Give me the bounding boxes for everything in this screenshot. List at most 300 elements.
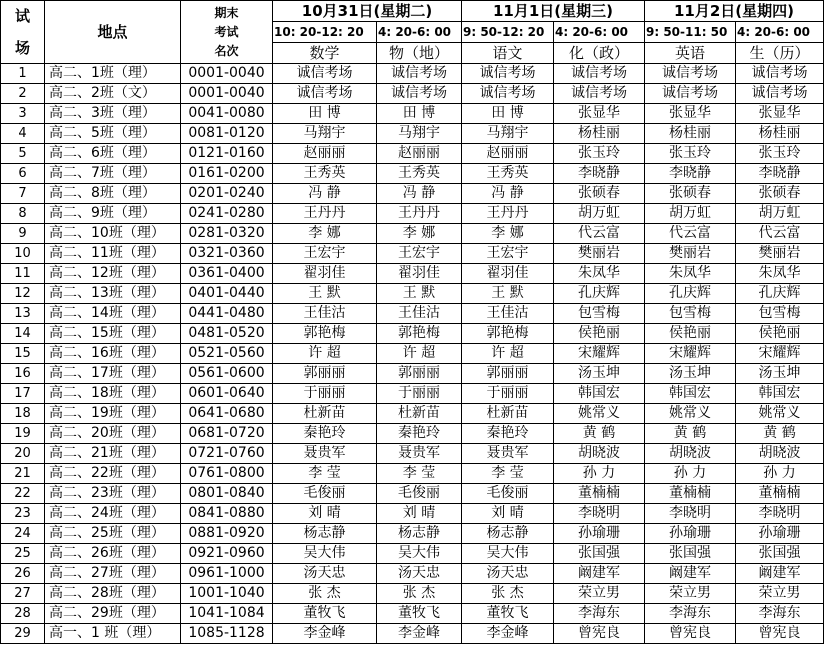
rank-range-cell: 0201-0240 — [181, 184, 273, 204]
proctor-cell: 诚信考场 — [554, 64, 645, 84]
proctor-cell: 赵丽丽 — [377, 144, 462, 164]
proctor-cell: 郭艳梅 — [462, 324, 554, 344]
proctor-cell: 胡万虹 — [554, 204, 645, 224]
date-header-1: 10月31日(星期二) — [273, 1, 462, 22]
proctor-cell: 赵丽丽 — [462, 144, 554, 164]
table-row — [1, 224, 824, 244]
rank-range-cell: 0761-0800 — [181, 464, 273, 484]
proctor-cell: 郭艳梅 — [273, 324, 377, 344]
proctor-cell: 张显华 — [554, 104, 645, 124]
proctor-cell: 孙 力 — [554, 464, 645, 484]
proctor-cell: 阚建军 — [554, 564, 645, 584]
table-row — [1, 384, 824, 404]
rank-range-cell: 0681-0720 — [181, 424, 273, 444]
proctor-cell: 汤天忠 — [377, 564, 462, 584]
exam-room-number: 20 — [1, 444, 45, 464]
proctor-cell: 李 娜 — [273, 224, 377, 244]
rank-range-cell: 0921-0960 — [181, 544, 273, 564]
location-cell: 高二、2班（文） — [45, 84, 181, 104]
location-cell: 高二、27班（理） — [45, 564, 181, 584]
rank-range-cell: 0001-0040 — [181, 64, 273, 84]
proctor-cell: 张硕春 — [645, 184, 736, 204]
proctor-cell: 李晓静 — [645, 164, 736, 184]
time-header: 4: 20-6: 00 — [554, 22, 645, 43]
proctor-cell: 胡万虹 — [645, 204, 736, 224]
proctor-cell: 李 莹 — [377, 464, 462, 484]
exam-room-number: 26 — [1, 564, 45, 584]
proctor-cell: 秦艳玲 — [462, 424, 554, 444]
proctor-cell: 黄 鹤 — [554, 424, 645, 444]
proctor-cell: 宋耀辉 — [645, 344, 736, 364]
proctor-cell: 朱凤华 — [736, 264, 824, 284]
proctor-cell: 李金峰 — [462, 624, 554, 644]
proctor-cell: 诚信考场 — [273, 84, 377, 104]
proctor-cell: 黄 鹤 — [736, 424, 824, 444]
proctor-cell: 李海东 — [645, 604, 736, 624]
proctor-cell: 杜新苗 — [273, 404, 377, 424]
proctor-cell: 于丽丽 — [377, 384, 462, 404]
exam-room-header-bottom: 场 — [14, 39, 30, 57]
proctor-cell: 诚信考场 — [462, 64, 554, 84]
proctor-cell: 荣立男 — [645, 584, 736, 604]
proctor-cell: 孔庆辉 — [645, 284, 736, 304]
exam-room-number: 27 — [1, 584, 45, 604]
proctor-cell: 李晓静 — [736, 164, 824, 184]
rank-range-cell: 0041-0080 — [181, 104, 273, 124]
rank-range-cell: 0361-0400 — [181, 264, 273, 284]
proctor-cell: 张国强 — [736, 544, 824, 564]
proctor-cell: 张 杰 — [377, 584, 462, 604]
location-cell: 高二、23班（理） — [45, 484, 181, 504]
proctor-cell: 董楠楠 — [645, 484, 736, 504]
proctor-cell: 田 博 — [462, 104, 554, 124]
location-cell: 高二、13班（理） — [45, 284, 181, 304]
exam-room-header — [1, 1, 45, 64]
exam-room-number: 11 — [1, 264, 45, 284]
proctor-cell: 汤玉坤 — [554, 364, 645, 384]
proctor-cell: 荣立男 — [554, 584, 645, 604]
proctor-cell: 许 超 — [377, 344, 462, 364]
subject-header: 英语 — [645, 43, 736, 64]
proctor-cell: 阚建军 — [736, 564, 824, 584]
proctor-cell: 张硕春 — [736, 184, 824, 204]
table-row — [1, 104, 824, 124]
proctor-cell: 孙瑜珊 — [645, 524, 736, 544]
subject-header: 语文 — [462, 43, 554, 64]
rank-range-cell: 0481-0520 — [181, 324, 273, 344]
proctor-cell: 诚信考场 — [645, 64, 736, 84]
rank-range-cell: 0281-0320 — [181, 224, 273, 244]
exam-room-number: 23 — [1, 504, 45, 524]
table-row — [1, 604, 824, 624]
proctor-cell: 代云富 — [554, 224, 645, 244]
exam-room-number: 5 — [1, 144, 45, 164]
proctor-cell: 吴大伟 — [377, 544, 462, 564]
table-row — [1, 164, 824, 184]
proctor-cell: 胡晓波 — [645, 444, 736, 464]
location-cell: 高二、26班（理） — [45, 544, 181, 564]
proctor-cell: 宋耀辉 — [736, 344, 824, 364]
rank-range-cell: 1001-1040 — [181, 584, 273, 604]
table-row — [1, 524, 824, 544]
proctor-cell: 刘 晴 — [273, 504, 377, 524]
location-cell: 高二、29班（理） — [45, 604, 181, 624]
proctor-cell: 诚信考场 — [377, 64, 462, 84]
table-row — [1, 64, 824, 84]
proctor-cell: 汤玉坤 — [645, 364, 736, 384]
rank-range-cell: 0161-0200 — [181, 164, 273, 184]
location-cell: 高二、18班（理） — [45, 384, 181, 404]
exam-room-number: 15 — [1, 344, 45, 364]
proctor-cell: 李 娜 — [462, 224, 554, 244]
rank-range-cell: 0521-0560 — [181, 344, 273, 364]
proctor-cell: 田 博 — [377, 104, 462, 124]
table-row — [1, 324, 824, 344]
rank-range-cell: 0401-0440 — [181, 284, 273, 304]
proctor-cell: 李晓明 — [554, 504, 645, 524]
proctor-cell: 黄 鹤 — [645, 424, 736, 444]
location-cell: 高二、20班（理） — [45, 424, 181, 444]
proctor-cell: 田 博 — [273, 104, 377, 124]
location-cell: 高二、12班（理） — [45, 264, 181, 284]
table-row — [1, 484, 824, 504]
location-cell: 高二、10班（理） — [45, 224, 181, 244]
rank-range-cell: 0641-0680 — [181, 404, 273, 424]
location-cell: 高二、5班（理） — [45, 124, 181, 144]
proctor-cell: 董楠楠 — [736, 484, 824, 504]
proctor-cell: 代云富 — [645, 224, 736, 244]
time-header: 4: 20-6: 00 — [377, 22, 462, 43]
table-row — [1, 144, 824, 164]
location-cell: 高二、19班（理） — [45, 404, 181, 424]
rank-range-cell: 0601-0640 — [181, 384, 273, 404]
subject-header: 物（地） — [377, 43, 462, 64]
proctor-cell: 王 默 — [462, 284, 554, 304]
proctor-cell: 王秀英 — [462, 164, 554, 184]
proctor-cell: 孙 力 — [736, 464, 824, 484]
proctor-cell: 毛俊丽 — [273, 484, 377, 504]
proctor-cell: 李 莹 — [462, 464, 554, 484]
proctor-cell: 赵丽丽 — [273, 144, 377, 164]
proctor-cell: 樊丽岩 — [645, 244, 736, 264]
table-row — [1, 424, 824, 444]
proctor-cell: 杨桂丽 — [645, 124, 736, 144]
proctor-cell: 李金峰 — [377, 624, 462, 644]
location-cell: 高一、1 班（理） — [45, 624, 181, 644]
location-cell: 高二、22班（理） — [45, 464, 181, 484]
exam-room-number: 21 — [1, 464, 45, 484]
proctor-cell: 郭丽丽 — [273, 364, 377, 384]
proctor-cell: 汤天忠 — [273, 564, 377, 584]
proctor-cell: 董牧飞 — [273, 604, 377, 624]
table-row — [1, 264, 824, 284]
rank-range-cell: 0841-0880 — [181, 504, 273, 524]
proctor-cell: 张 杰 — [462, 584, 554, 604]
rank-range-cell: 0241-0280 — [181, 204, 273, 224]
rank-header-line2: 考试 — [214, 24, 239, 39]
table-row — [1, 344, 824, 364]
table-row — [1, 244, 824, 264]
proctor-cell: 王 默 — [273, 284, 377, 304]
table-row — [1, 124, 824, 144]
proctor-cell: 孔庆辉 — [736, 284, 824, 304]
rank-range-cell: 0561-0600 — [181, 364, 273, 384]
proctor-cell: 孙瑜珊 — [554, 524, 645, 544]
proctor-cell: 马翔宇 — [273, 124, 377, 144]
proctor-cell: 王佳沽 — [273, 304, 377, 324]
location-header — [45, 1, 181, 64]
proctor-cell: 张国强 — [554, 544, 645, 564]
rank-range-cell: 0801-0840 — [181, 484, 273, 504]
time-header: 9: 50-11: 50 — [645, 22, 736, 43]
exam-room-number: 2 — [1, 84, 45, 104]
proctor-cell: 聂贵军 — [462, 444, 554, 464]
proctor-cell: 韩国宏 — [736, 384, 824, 404]
exam-room-number: 7 — [1, 184, 45, 204]
proctor-cell: 董牧飞 — [462, 604, 554, 624]
proctor-cell: 胡晓波 — [736, 444, 824, 464]
proctor-cell: 张玉玲 — [554, 144, 645, 164]
exam-room-number: 17 — [1, 384, 45, 404]
time-header: 9: 50-12: 20 — [462, 22, 554, 43]
location-cell: 高二、8班（理） — [45, 184, 181, 204]
exam-room-number: 12 — [1, 284, 45, 304]
proctor-cell: 诚信考场 — [736, 64, 824, 84]
date-header-3: 11月2日(星期四) — [645, 1, 824, 22]
proctor-cell: 朱凤华 — [554, 264, 645, 284]
proctor-cell: 包雪梅 — [554, 304, 645, 324]
proctor-cell: 许 超 — [273, 344, 377, 364]
proctor-cell: 孙 力 — [645, 464, 736, 484]
location-cell: 高二、7班（理） — [45, 164, 181, 184]
proctor-cell: 张 杰 — [273, 584, 377, 604]
proctor-cell: 李 娜 — [377, 224, 462, 244]
proctor-cell: 孔庆辉 — [554, 284, 645, 304]
proctor-cell: 杨志静 — [462, 524, 554, 544]
proctor-cell: 包雪梅 — [645, 304, 736, 324]
proctor-cell: 诚信考场 — [554, 84, 645, 104]
proctor-cell: 刘 晴 — [462, 504, 554, 524]
proctor-cell: 马翔宇 — [462, 124, 554, 144]
rank-header — [181, 1, 273, 64]
location-cell: 高二、6班（理） — [45, 144, 181, 164]
proctor-cell: 侯艳丽 — [736, 324, 824, 344]
proctor-cell: 翟羽佳 — [462, 264, 554, 284]
time-header: 4: 20-6: 00 — [736, 22, 824, 43]
rank-range-cell: 0441-0480 — [181, 304, 273, 324]
proctor-cell: 荣立男 — [736, 584, 824, 604]
proctor-cell: 杨志静 — [273, 524, 377, 544]
proctor-cell: 聂贵军 — [377, 444, 462, 464]
location-cell: 高二、14班（理） — [45, 304, 181, 324]
table-row — [1, 464, 824, 484]
proctor-cell: 樊丽岩 — [554, 244, 645, 264]
subject-header: 数学 — [273, 43, 377, 64]
proctor-cell: 董楠楠 — [554, 484, 645, 504]
exam-room-number: 19 — [1, 424, 45, 444]
proctor-cell: 汤天忠 — [462, 564, 554, 584]
table-row — [1, 364, 824, 384]
rank-range-cell: 0721-0760 — [181, 444, 273, 464]
proctor-cell: 张显华 — [736, 104, 824, 124]
exam-room-number: 1 — [1, 64, 45, 84]
proctor-cell: 韩国宏 — [645, 384, 736, 404]
table-row — [1, 204, 824, 224]
exam-room-number: 28 — [1, 604, 45, 624]
proctor-cell: 聂贵军 — [273, 444, 377, 464]
exam-room-number: 18 — [1, 404, 45, 424]
exam-room-number: 14 — [1, 324, 45, 344]
proctor-cell: 杜新苗 — [462, 404, 554, 424]
proctor-cell: 李金峰 — [273, 624, 377, 644]
location-cell: 高二、1班（理） — [45, 64, 181, 84]
proctor-cell: 王秀英 — [273, 164, 377, 184]
table-row — [1, 584, 824, 604]
proctor-cell: 张显华 — [645, 104, 736, 124]
proctor-cell: 曾宪良 — [645, 624, 736, 644]
proctor-cell: 宋耀辉 — [554, 344, 645, 364]
rank-range-cell: 0321-0360 — [181, 244, 273, 264]
proctor-cell: 董牧飞 — [377, 604, 462, 624]
proctor-cell: 王佳沽 — [377, 304, 462, 324]
location-cell: 高二、11班（理） — [45, 244, 181, 264]
exam-room-number: 10 — [1, 244, 45, 264]
table-row — [1, 444, 824, 464]
proctor-cell: 吴大伟 — [273, 544, 377, 564]
proctor-cell: 姚常义 — [736, 404, 824, 424]
proctor-cell: 侯艳丽 — [554, 324, 645, 344]
proctor-cell: 王丹丹 — [273, 204, 377, 224]
rank-range-cell: 1085-1128 — [181, 624, 273, 644]
location-header-label: 地点 — [97, 23, 128, 41]
exam-room-number: 22 — [1, 484, 45, 504]
proctor-cell: 李海东 — [736, 604, 824, 624]
proctor-cell: 姚常义 — [645, 404, 736, 424]
proctor-cell: 毛俊丽 — [462, 484, 554, 504]
proctor-cell: 王佳沽 — [462, 304, 554, 324]
proctor-cell: 诚信考场 — [736, 84, 824, 104]
proctor-cell: 郭艳梅 — [377, 324, 462, 344]
exam-room-number: 8 — [1, 204, 45, 224]
proctor-cell: 翟羽佳 — [273, 264, 377, 284]
proctor-cell: 王 默 — [377, 284, 462, 304]
proctor-cell: 秦艳玲 — [377, 424, 462, 444]
proctor-cell: 王丹丹 — [462, 204, 554, 224]
location-cell: 高二、15班（理） — [45, 324, 181, 344]
rank-range-cell: 0081-0120 — [181, 124, 273, 144]
rank-header-line1: 期末 — [214, 5, 239, 20]
subject-header: 化（政） — [554, 43, 645, 64]
table-row — [1, 564, 824, 584]
proctor-cell: 胡晓波 — [554, 444, 645, 464]
proctor-cell: 樊丽岩 — [736, 244, 824, 264]
location-cell: 高二、25班（理） — [45, 524, 181, 544]
proctor-cell: 翟羽佳 — [377, 264, 462, 284]
proctor-cell: 胡万虹 — [736, 204, 824, 224]
location-cell: 高二、24班（理） — [45, 504, 181, 524]
proctor-cell: 冯 静 — [462, 184, 554, 204]
exam-room-header-top: 试 — [14, 7, 30, 25]
table-row — [1, 284, 824, 304]
location-cell: 高二、3班（理） — [45, 104, 181, 124]
proctor-cell: 曾宪良 — [736, 624, 824, 644]
proctor-cell: 韩国宏 — [554, 384, 645, 404]
time-header: 10: 20-12: 20 — [273, 22, 377, 43]
proctor-cell: 杨志静 — [377, 524, 462, 544]
table-row — [1, 184, 824, 204]
proctor-cell: 刘 晴 — [377, 504, 462, 524]
proctor-cell: 杜新苗 — [377, 404, 462, 424]
proctor-cell: 秦艳玲 — [273, 424, 377, 444]
proctor-cell: 吴大伟 — [462, 544, 554, 564]
table-row — [1, 404, 824, 424]
exam-room-number: 24 — [1, 524, 45, 544]
proctor-cell: 王宏宇 — [462, 244, 554, 264]
proctor-cell: 包雪梅 — [736, 304, 824, 324]
proctor-cell: 郭丽丽 — [377, 364, 462, 384]
location-cell: 高二、17班（理） — [45, 364, 181, 384]
rank-range-cell: 0001-0040 — [181, 84, 273, 104]
location-cell: 高二、9班（理） — [45, 204, 181, 224]
location-cell: 高二、21班（理） — [45, 444, 181, 464]
proctor-cell: 王丹丹 — [377, 204, 462, 224]
proctor-cell: 郭丽丽 — [462, 364, 554, 384]
location-cell: 高二、16班（理） — [45, 344, 181, 364]
proctor-cell: 冯 静 — [377, 184, 462, 204]
exam-room-number: 3 — [1, 104, 45, 124]
proctor-cell: 李 莹 — [273, 464, 377, 484]
proctor-cell: 汤玉坤 — [736, 364, 824, 384]
proctor-cell: 诚信考场 — [273, 64, 377, 84]
proctor-cell: 王宏宇 — [377, 244, 462, 264]
rank-range-cell: 0121-0160 — [181, 144, 273, 164]
table-row — [1, 624, 824, 644]
proctor-cell: 诚信考场 — [645, 84, 736, 104]
rank-range-cell: 1041-1084 — [181, 604, 273, 624]
proctor-cell: 李晓明 — [736, 504, 824, 524]
proctor-cell: 冯 静 — [273, 184, 377, 204]
proctor-cell: 毛俊丽 — [377, 484, 462, 504]
proctor-cell: 李晓静 — [554, 164, 645, 184]
rank-header-line3: 名次 — [214, 43, 239, 58]
proctor-cell: 诚信考场 — [462, 84, 554, 104]
table-row — [1, 84, 824, 104]
proctor-cell: 杨桂丽 — [554, 124, 645, 144]
rank-range-cell: 0961-1000 — [181, 564, 273, 584]
proctor-cell: 马翔宇 — [377, 124, 462, 144]
proctor-cell: 侯艳丽 — [645, 324, 736, 344]
exam-room-number: 4 — [1, 124, 45, 144]
proctor-cell: 代云富 — [736, 224, 824, 244]
proctor-cell: 张国强 — [645, 544, 736, 564]
exam-room-number: 13 — [1, 304, 45, 324]
table-row — [1, 504, 824, 524]
proctor-cell: 孙瑜珊 — [736, 524, 824, 544]
exam-room-number: 9 — [1, 224, 45, 244]
proctor-cell: 阚建军 — [645, 564, 736, 584]
proctor-cell: 于丽丽 — [273, 384, 377, 404]
proctor-cell: 朱凤华 — [645, 264, 736, 284]
proctor-cell: 李海东 — [554, 604, 645, 624]
rank-range-cell: 0881-0920 — [181, 524, 273, 544]
proctor-cell: 许 超 — [462, 344, 554, 364]
exam-room-number: 6 — [1, 164, 45, 184]
proctor-cell: 杨桂丽 — [736, 124, 824, 144]
proctor-cell: 张玉玲 — [736, 144, 824, 164]
proctor-cell: 李晓明 — [645, 504, 736, 524]
table-row — [1, 304, 824, 324]
proctor-cell: 姚常义 — [554, 404, 645, 424]
